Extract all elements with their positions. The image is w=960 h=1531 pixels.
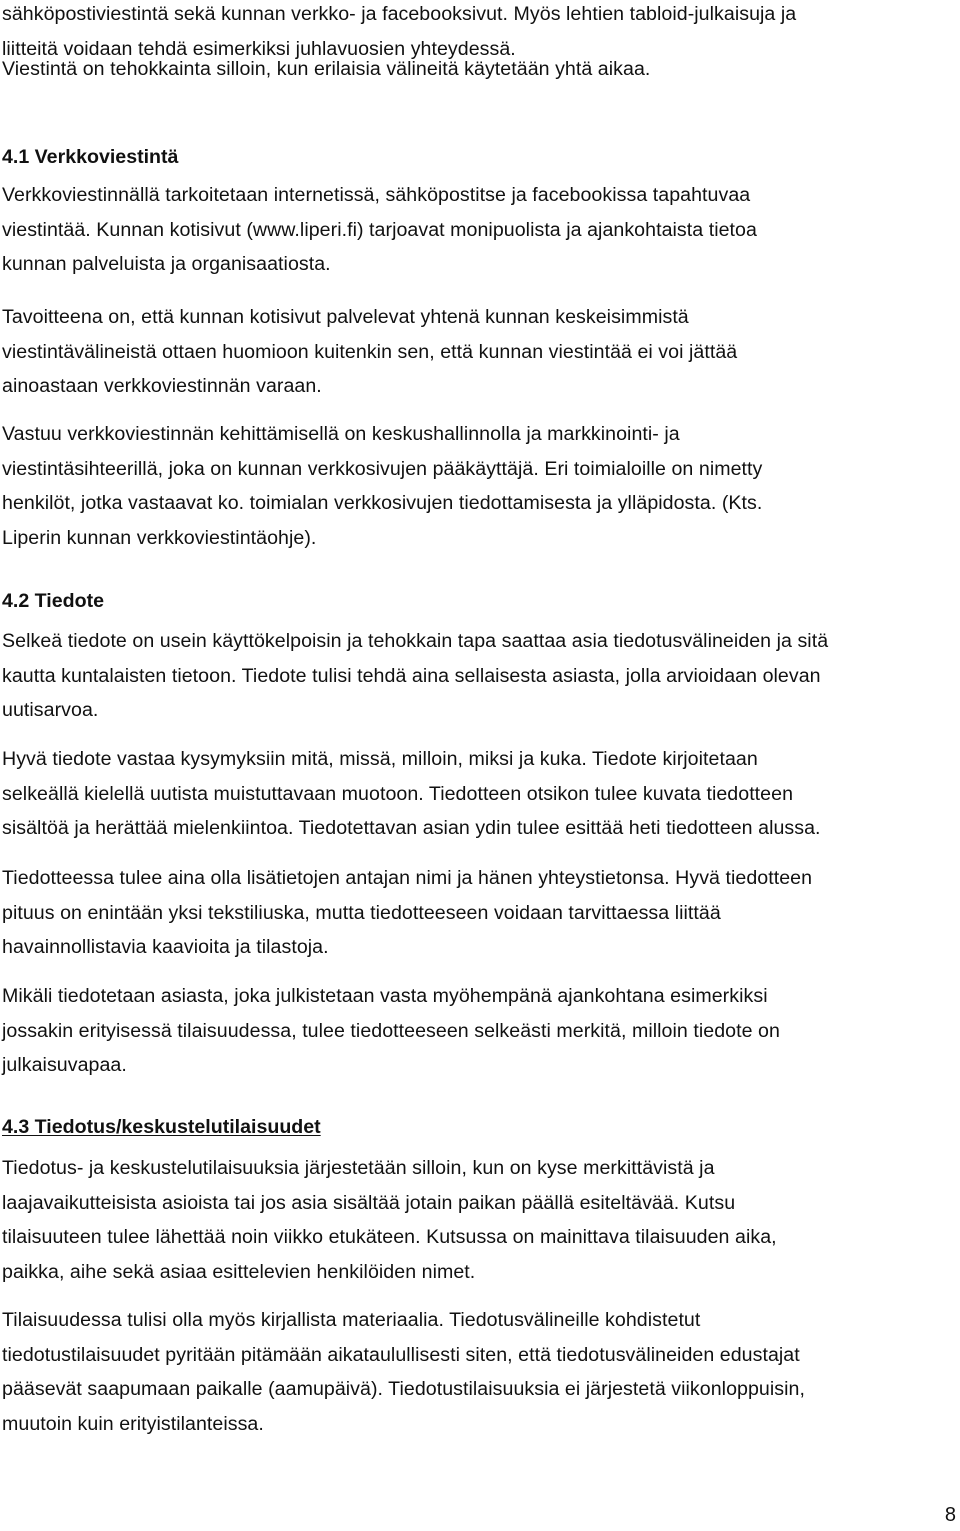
paragraph: Selkeä tiedote on usein käyttökelpoisin ja tehokkain tapa saattaa asia tiedotusvälineiden ja sitä kautta kuntalaisten tietoon. Tiedote tulisi tehdä aina sellaisesta asiasta, jolla arvioidaan olevan uutisarvoa. bbox=[2, 630, 829, 721]
paragraph: Tilaisuudessa tulisi olla myös kirjallista materiaalia. Tiedotusvälineille kohdistetut tiedotustilaisuudet pyritään pitämään aikataulullisesti siten, että tiedotusvälineiden edustajat pääsevät saapumaan paikalle (aamupäivä). Tiedotustilaisuuksia ei järjestetä viikonloppuisin, muutoin kuin erityistilanteissa. bbox=[2, 1309, 805, 1435]
paragraph: Viestintä on tehokkainta silloin, kun erilaisia välineitä käytetään yhtä aikaa. bbox=[2, 58, 651, 80]
paragraph: Tiedotus- ja keskustelutilaisuuksia järjestetään silloin, kun on kyse merkittävistä ja laajavaikutteisista asioista tai jos asia sisältää jotain paikan päällä esiteltävää. Kutsu tilaisuuteen tulee lähettää noin viikko etukäteen. Kutsussa on mainittava tilaisuuden aika, paikka, aihe sekä asiaa esittelevien henkilöiden nimet. bbox=[2, 1157, 777, 1283]
paragraph: Hyvä tiedote vastaa kysymyksiin mitä, missä, milloin, miksi ja kuka. Tiedote kirjoitetaan selkeällä kielellä uutista muistuttavaan muotoon. Tiedotteen otsikon tulee kuvata tiedotteen sisältöä ja herättää mielenkiintoa. Tiedotettavan asian ydin tulee esittää heti tiedotteen alussa. bbox=[2, 748, 821, 839]
page-number: 8 bbox=[944, 1504, 956, 1526]
paragraph: sähköpostiviestintä sekä kunnan verkko- ja facebooksivut. Myös lehtien tabloid-julkaisuja ja liitteitä voidaan tehdä esimerkiksi juhlavuosien yhteydessä. bbox=[2, 3, 797, 60]
section-heading-4-1: 4.1 Verkkoviestintä bbox=[2, 146, 179, 168]
paragraph: Mikäli tiedotetaan asiasta, joka julkistetaan vasta myöhempänä ajankohtana esimerkiksi jossakin erityisessä tilaisuudessa, tulee tiedotteeseen selkeästi merkitä, milloin tiedote on julkaisuvapaa. bbox=[2, 985, 780, 1076]
section-heading-4-2: 4.2 Tiedote bbox=[2, 590, 104, 612]
section-heading-4-3: 4.3 Tiedotus/keskustelutilaisuudet bbox=[2, 1116, 321, 1138]
paragraph: Tavoitteena on, että kunnan kotisivut palvelevat yhtenä kunnan keskeisimmistä viestintävälineistä ottaen huomioon kuitenkin sen, että kunnan viestintää ei voi jättää ainoastaan verkkoviestinnän varaan. bbox=[2, 306, 738, 397]
paragraph: Tiedotteessa tulee aina olla lisätietojen antajan nimi ja hänen yhteystietonsa. Hyvä tiedotteen pituus on enintään yksi tekstiliuska, mutta tiedotteeseen voidaan tarvittaessa liittää havainnollistavia kaavioita ja tilastoja. bbox=[2, 867, 813, 958]
paragraph: Verkkoviestinnällä tarkoitetaan internetissä, sähköpostitse ja facebookissa tapahtuvaa viestintää. Kunnan kotisivut (www.liperi.fi) tarjoavat monipuolista ja ajankohtaista tietoa kunnan palveluista ja organisaatiosta. bbox=[2, 184, 757, 275]
paragraph: Vastuu verkkoviestinnän kehittämisellä on keskushallinnolla ja markkinointi- ja viestintäsihteerillä, joka on kunnan verkkosivujen pääkäyttäjä. Eri toimialoille on nimetty henkilöt, jotka vastaavat ko. toimialan verkkosivujen tiedottamisesta ja ylläpidosta. (Kts. Liperin kunnan verkkoviestintäohje). bbox=[2, 423, 763, 549]
